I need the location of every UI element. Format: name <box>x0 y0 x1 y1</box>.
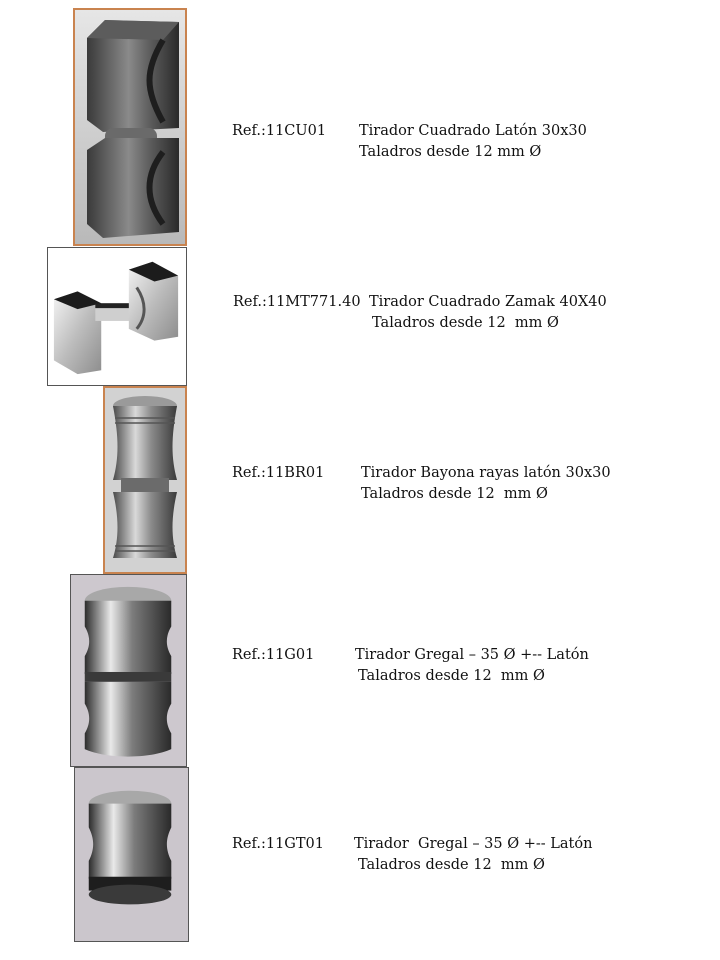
product-1-text <box>232 121 652 163</box>
product-name: Tirador Gregal – 35 Ø +-- Latón <box>355 647 589 663</box>
gregal-handle-photo <box>70 574 187 767</box>
gregal-gt-handle-photo <box>74 767 189 942</box>
square-zamak-handle-photo <box>47 247 187 386</box>
product-drill-info: Taladros desde 12 mm Ø <box>372 315 559 331</box>
product-ref: Ref.:11BR01 <box>232 465 325 481</box>
product-name: Tirador Cuadrado Zamak 40X40 <box>369 294 607 310</box>
bayona-handle-photo <box>103 386 187 574</box>
product-name: Tirador Gregal – 35 Ø +-- Latón <box>354 836 593 852</box>
product-5-text <box>232 834 652 876</box>
product-name: Tirador Bayona rayas latón 30x30 <box>361 465 611 481</box>
product-drill-info: Taladros desde 12 mm Ø <box>361 486 548 502</box>
product-ref: Ref.:11G01 <box>232 647 315 663</box>
product-name: Tirador Cuadrado Latón 30x30 <box>359 123 587 139</box>
product-ref: Ref.:11GT01 <box>232 836 324 852</box>
product-3-text <box>232 463 652 505</box>
product-drill-info: Taladros desde 12 mm Ø <box>358 857 545 873</box>
product-drill-info: Taladros desde 12 mm Ø <box>359 144 542 160</box>
product-4-text <box>232 645 652 687</box>
product-ref: Ref.:11CU01 <box>232 123 327 139</box>
product-ref: Ref.:11MT771.40 <box>233 294 361 310</box>
square-brass-handle-photo <box>73 8 187 246</box>
product-2-text <box>233 292 653 334</box>
product-drill-info: Taladros desde 12 mm Ø <box>358 668 545 684</box>
